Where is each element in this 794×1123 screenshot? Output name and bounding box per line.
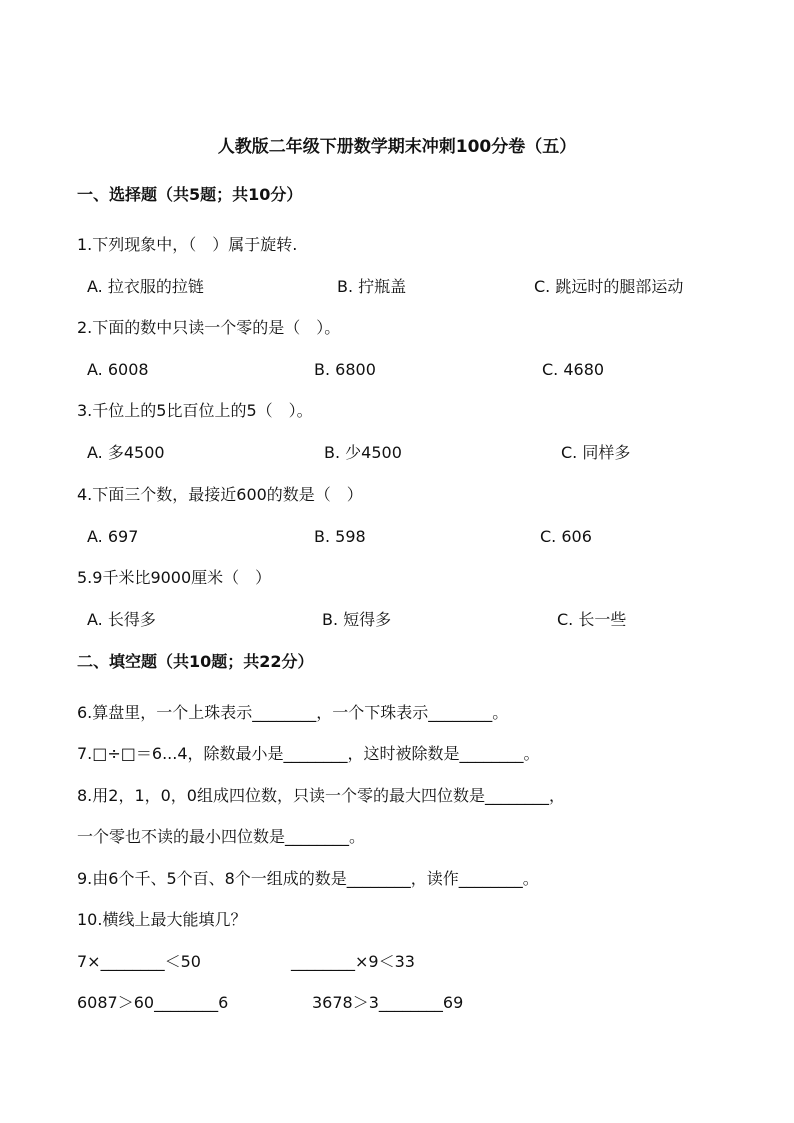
question-4: 4.下面三个数，最接近600的数是（ ） <box>77 485 363 504</box>
question-3-option-a: A. 多4500 <box>87 443 165 462</box>
question-5-option-c: C. 长一些 <box>557 610 627 629</box>
question-8-continued: 一个零也不读的最小四位数是________。 <box>77 827 366 846</box>
question-1-option-a: A. 拉衣服的拉链 <box>87 277 204 296</box>
question-5-option-a: A. 长得多 <box>87 610 156 629</box>
question-2-option-b: B. 6800 <box>314 360 376 379</box>
question-2: 2.下面的数中只读一个零的是（ ）。 <box>77 318 341 337</box>
question-10-item-1: 7×________＜50 <box>77 952 201 971</box>
section-heading-fill: 二、填空题（共10题；共22分） <box>77 652 314 671</box>
question-7: 7.□÷□＝6...4，除数最小是________，这时被除数是________。 <box>77 744 540 763</box>
question-1-option-b: B. 拧瓶盖 <box>337 277 407 296</box>
question-6: 6.算盘里，一个上珠表示________，一个下珠表示________。 <box>77 703 509 722</box>
page-title: 人教版二年级下册数学期末冲刺100分卷（五） <box>217 137 577 157</box>
question-1-option-c: C. 跳远时的腿部运动 <box>534 277 684 296</box>
question-3: 3.千位上的5比百位上的5（ ）。 <box>77 401 313 420</box>
question-10-item-3: 6087＞60________6 <box>77 993 229 1012</box>
question-10-item-2: ________×9＜33 <box>291 952 415 971</box>
question-8: 8.用2，1，0，0组成四位数，只读一个零的最大四位数是________， <box>77 786 565 805</box>
question-2-option-a: A. 6008 <box>87 360 149 379</box>
question-10-item-4: 3678＞3________69 <box>312 993 464 1012</box>
question-4-option-a: A. 697 <box>87 527 139 546</box>
question-2-option-c: C. 4680 <box>542 360 605 379</box>
question-4-option-b: B. 598 <box>314 527 366 546</box>
section-heading-choice: 一、选择题（共5题；共10分） <box>77 185 303 204</box>
question-3-option-b: B. 少4500 <box>324 443 402 462</box>
question-9: 9.由6个千、5个百、8个一组成的数是________，读作________。 <box>77 869 539 888</box>
question-5-option-b: B. 短得多 <box>322 610 392 629</box>
question-1: 1.下列现象中，（ ）属于旋转. <box>77 235 298 254</box>
question-4-option-c: C. 606 <box>540 527 592 546</box>
question-10: 10.横线上最大能填几？ <box>77 910 247 929</box>
question-3-option-c: C. 同样多 <box>561 443 631 462</box>
question-5: 5.9千米比9000厘米（ ） <box>77 568 272 587</box>
